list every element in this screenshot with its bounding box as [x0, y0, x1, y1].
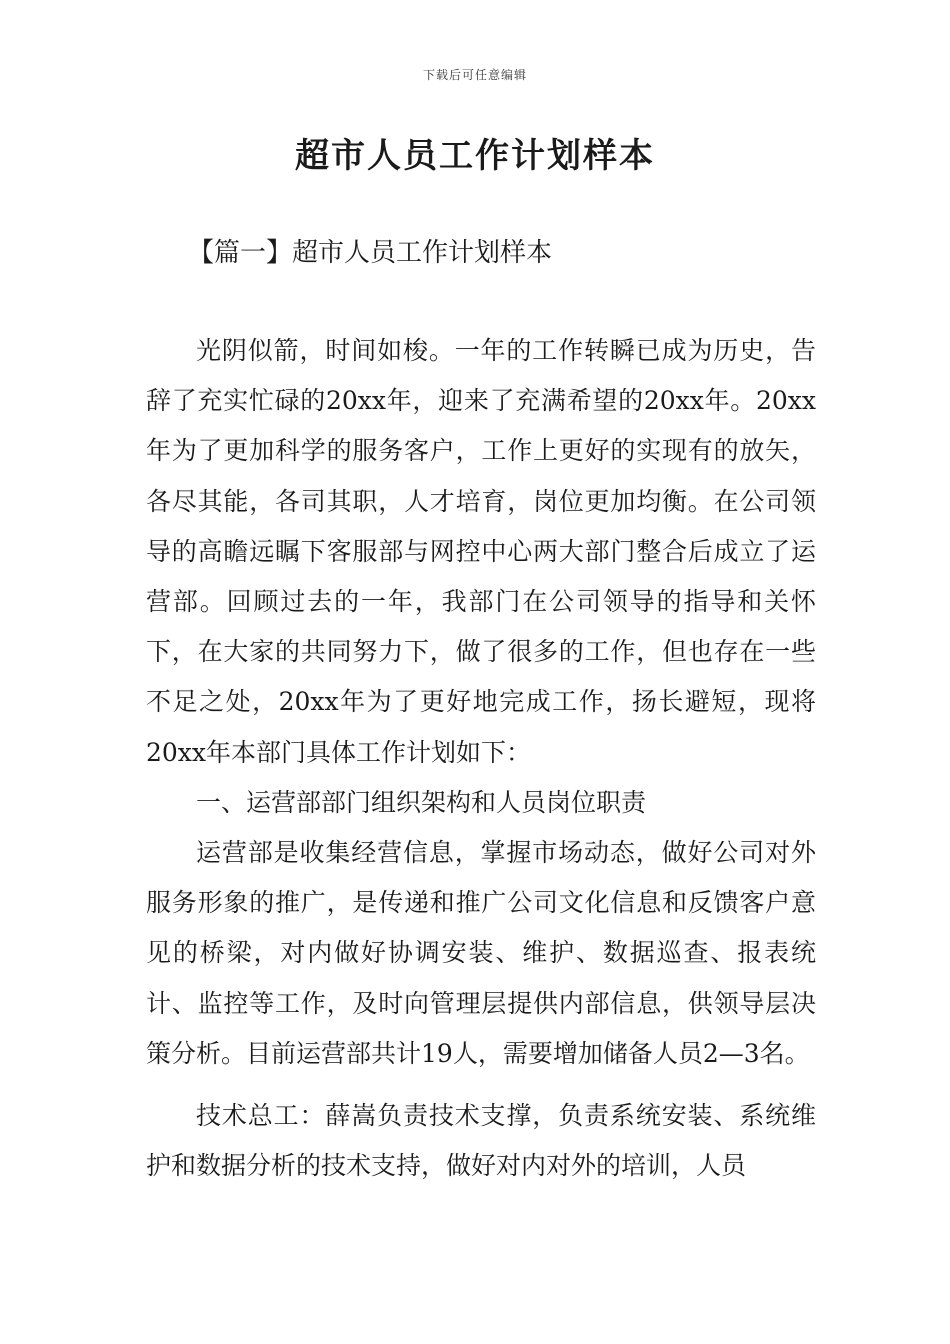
paragraph-intro: 光阴似箭，时间如梭。一年的工作转瞬已成为历史，告辞了充实忙碌的20xx年，迎来了充满希望的20xx年。20xx年为了更加科学的服务客户，工作上更好的实现有的放矢，各尽其能，各司其职，人才培育，岗位更加均衡。在公司领导的高瞻远瞩下客服部与网控中心两大部门整合后成立了运营部。回顾过去的一年，我部门在公司领导的指导和关怀下，在大家的共同努力下，做了很多的工作，但也存在一些不足之处，20xx年为了更好地完成工作，扬长避短，现将20xx年本部门具体工作计划如下：: [146, 336, 816, 767]
document-body: [146, 326, 816, 1191]
header-note: 下载后可任意编辑: [422, 68, 527, 82]
section-heading: 【篇一】超市人员工作计划样本: [188, 238, 553, 268]
document-title: 超市人员工作计划样本: [295, 136, 655, 176]
paragraph-department-overview: 运营部是收集经营信息，掌握市场动态，做好公司对外服务形象的推广，是传递和推广公司文化信息和反馈客户意见的桥梁，对内做好协调安装、维护、数据巡查、报表统计、监控等工作，及时向管理层提供内部信息，供领导层决策分析。目前运营部共计19人，需要增加储备人员2—3名。: [146, 838, 816, 1068]
paragraph-subheading: 一、运营部部门组织架构和人员岗位职责: [196, 787, 647, 817]
paragraph-technical-lead: 技术总工：薛嵩负责技术支撑，负责系统安装、系统维护和数据分析的技术支持，做好对内对外的培训，人员: [146, 1101, 816, 1181]
